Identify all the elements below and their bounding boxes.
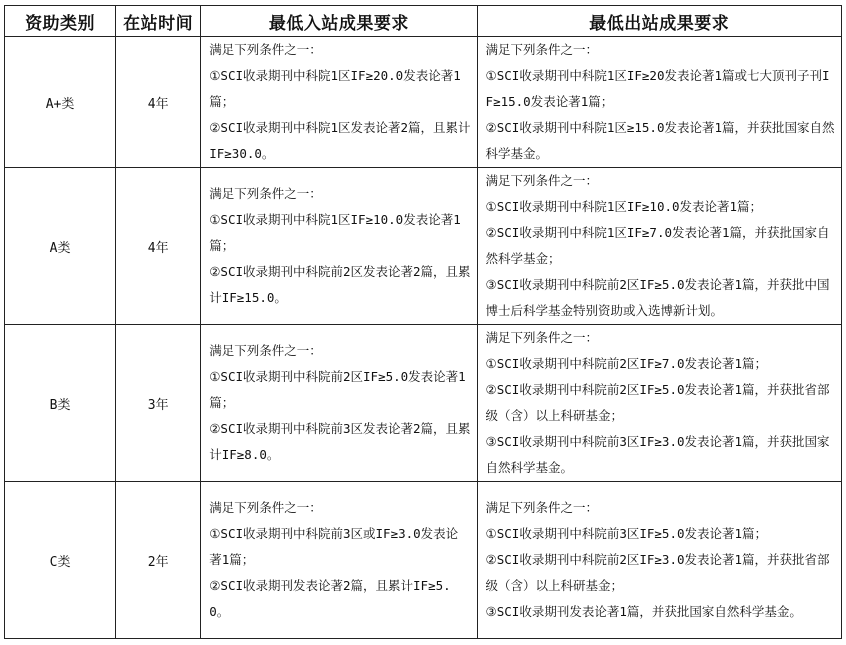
entry-line: 满足下列条件之一：: [209, 42, 322, 57]
exit-line: ③SCI收录期刊发表论著1篇，并获批国家自然科学基金。: [485, 604, 802, 619]
entry-line: ①SCI收录期刊中科院1区IF≥20.0发表论著1篇；: [209, 68, 461, 109]
category-cell: A类: [5, 168, 116, 325]
category-cell: C类: [5, 482, 116, 639]
category-cell: A+类: [5, 37, 116, 168]
entry-requirement-cell: [201, 325, 477, 482]
exit-line: ②SCI收录期刊中科院前2区IF≥5.0发表论著1篇，并获批省部级（含）以上科研基金；: [485, 382, 830, 423]
header-min-exit: 最低出站成果要求: [477, 6, 841, 37]
exit-requirement-cell: [477, 37, 841, 168]
table-row: [5, 482, 842, 639]
entry-line: ①SCI收录期刊中科院前3区或IF≥3.0发表论著1篇；: [209, 526, 459, 567]
duration-cell: 2年: [116, 482, 201, 639]
exit-line: 满足下列条件之一：: [485, 42, 599, 57]
exit-line: 满足下列条件之一：: [485, 330, 599, 345]
header-duration: 在站时间: [116, 6, 201, 37]
exit-line: ①SCI收录期刊中科院1区IF≥20发表论著1篇或七大顶刊子刊IF≥15.0发表论著1篇；: [485, 68, 830, 109]
exit-line: 满足下列条件之一：: [485, 500, 599, 515]
entry-requirement-cell: [201, 168, 477, 325]
entry-line: ②SCI收录期刊中科院前3区发表论著2篇，且累计IF≥8.0。: [209, 421, 471, 462]
header-row: [5, 6, 842, 37]
exit-requirement-cell: [477, 168, 841, 325]
exit-line: ③SCI收录期刊中科院前3区IF≥3.0发表论著1篇，并获批国家自然科学基金。: [485, 434, 830, 475]
entry-line: ①SCI收录期刊中科院1区IF≥10.0发表论著1篇；: [209, 212, 461, 253]
entry-line: 满足下列条件之一：: [209, 186, 322, 201]
table-row: [5, 168, 842, 325]
funding-requirements-table: [4, 5, 842, 639]
entry-requirement-cell: [201, 482, 477, 639]
exit-line: ②SCI收录期刊中科院前2区IF≥3.0发表论著1篇，并获批省部级（含）以上科研基金；: [485, 552, 830, 593]
table-row: [5, 325, 842, 482]
exit-line: 满足下列条件之一：: [485, 173, 599, 188]
category-cell: B类: [5, 325, 116, 482]
exit-line: ②SCI收录期刊中科院1区IF≥7.0发表论著1篇，并获批国家自然科学基金；: [485, 225, 830, 266]
entry-line: ②SCI收录期刊发表论著2篇，且累计IF≥5.0。: [209, 578, 451, 619]
exit-line: ①SCI收录期刊中科院1区IF≥10.0发表论著1篇；: [485, 199, 763, 214]
duration-cell: 3年: [116, 325, 201, 482]
table-row: [5, 37, 842, 168]
exit-line: ①SCI收录期刊中科院前2区IF≥7.0发表论著1篇；: [485, 356, 768, 371]
exit-requirement-cell: [477, 482, 841, 639]
duration-cell: 4年: [116, 37, 201, 168]
exit-requirement-cell: [477, 325, 841, 482]
entry-requirement-cell: [201, 37, 477, 168]
header-min-entry: 最低入站成果要求: [201, 6, 477, 37]
entry-line: ②SCI收录期刊中科院前2区发表论著2篇，且累计IF≥15.0。: [209, 264, 471, 305]
entry-line: ①SCI收录期刊中科院前2区IF≥5.0发表论著1篇；: [209, 369, 466, 410]
exit-line: ③SCI收录期刊中科院前2区IF≥5.0发表论著1篇，并获批中国博士后科学基金特别资助或入选博新计划。: [485, 277, 830, 318]
header-category: 资助类别: [5, 6, 116, 37]
entry-line: 满足下列条件之一：: [209, 343, 322, 358]
entry-line: ②SCI收录期刊中科院1区发表论著2篇，且累计IF≥30.0。: [209, 120, 471, 161]
duration-cell: 4年: [116, 168, 201, 325]
exit-line: ②SCI收录期刊中科院1区≥15.0发表论著1篇，并获批国家自然科学基金。: [485, 120, 835, 161]
entry-line: 满足下列条件之一：: [209, 500, 322, 515]
exit-line: ①SCI收录期刊中科院前3区IF≥5.0发表论著1篇；: [485, 526, 768, 541]
